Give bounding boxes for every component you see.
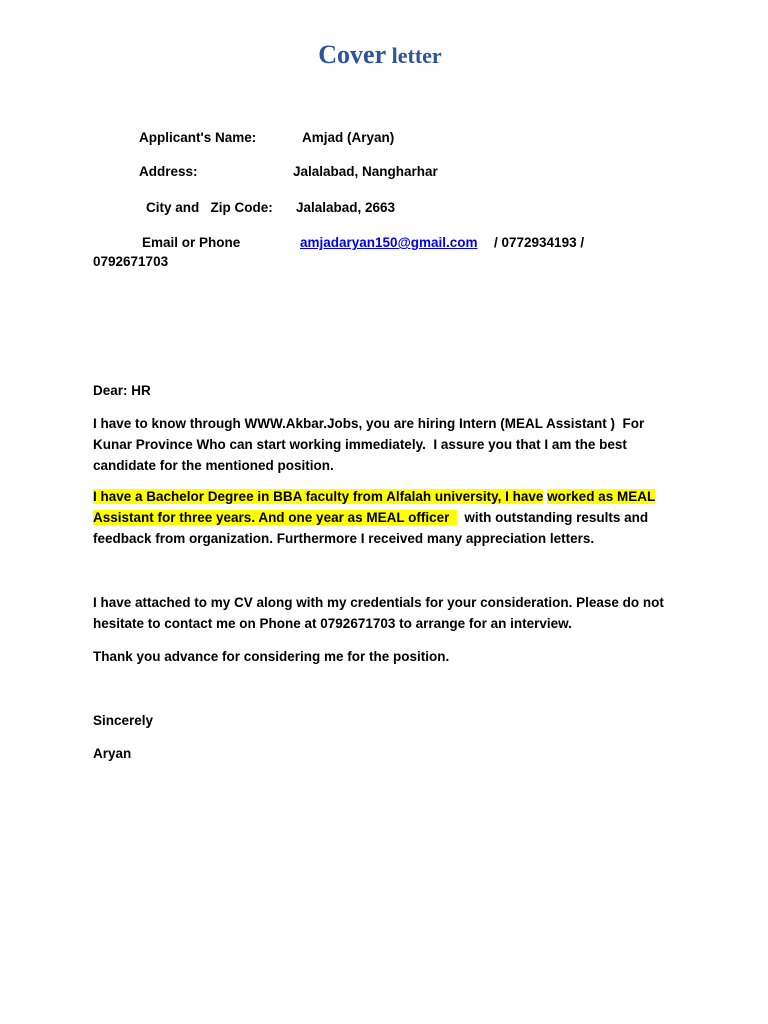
phone-numbers: / 0772934193 /: [494, 235, 585, 250]
thanks-line: Thank you advance for considering me for the position.: [93, 649, 450, 664]
attachment-line-2: hesitate to contact me on Phone at 0792671703 to arrange for an interview.: [93, 616, 572, 631]
paragraph-qualifications: [93, 486, 693, 549]
email-link[interactable]: amjadaryan150@gmail.com: [300, 235, 478, 250]
city-zip-value: Jalalabad, 2663: [296, 200, 396, 215]
qualifications-rest: with outstanding results and: [464, 510, 649, 525]
salutation: Dear: HR: [93, 383, 151, 398]
attachment-line-1: I have attached to my CV along with my credentials for your consideration. Please do not: [93, 595, 664, 610]
intro-line-1: I have to know through WWW.Akbar.Jobs, you are hiring Intern (MEAL Assistant ) For: [93, 416, 645, 431]
highlight-experience: Assistant for three years. And one year as MEAL officer: [93, 510, 450, 525]
document-title: [0, 40, 760, 70]
closing: Sincerely: [93, 713, 154, 728]
intro-line-3: candidate for the mentioned position.: [93, 458, 334, 473]
applicant-name-value: Amjad (Aryan): [302, 130, 395, 145]
highlight-degree: I have a Bachelor Degree in BBA faculty from Alfalah university, I have: [93, 489, 544, 504]
signature: Aryan: [93, 746, 132, 761]
highlight-worked: worked as MEAL: [547, 489, 656, 504]
applicant-name-label: Applicant's Name:: [139, 130, 257, 145]
address-label: Address:: [139, 164, 198, 179]
contact-label: Email or Phone: [142, 235, 241, 250]
address-value: Jalalabad, Nangharhar: [293, 164, 438, 179]
paragraph-intro: [93, 413, 693, 476]
phone-second: 0792671703: [93, 254, 169, 269]
paragraph-attachment: [93, 592, 693, 634]
city-zip-label: City and Zip Code:: [146, 200, 273, 215]
title-cover: Cover: [318, 40, 387, 69]
intro-line-2: Kunar Province Who can start working immediately. I assure you that I am the best: [93, 437, 627, 452]
qualifications-line-3: feedback from organization. Furthermore I received many appreciation letters.: [93, 531, 595, 546]
title-letter: letter: [386, 43, 442, 68]
